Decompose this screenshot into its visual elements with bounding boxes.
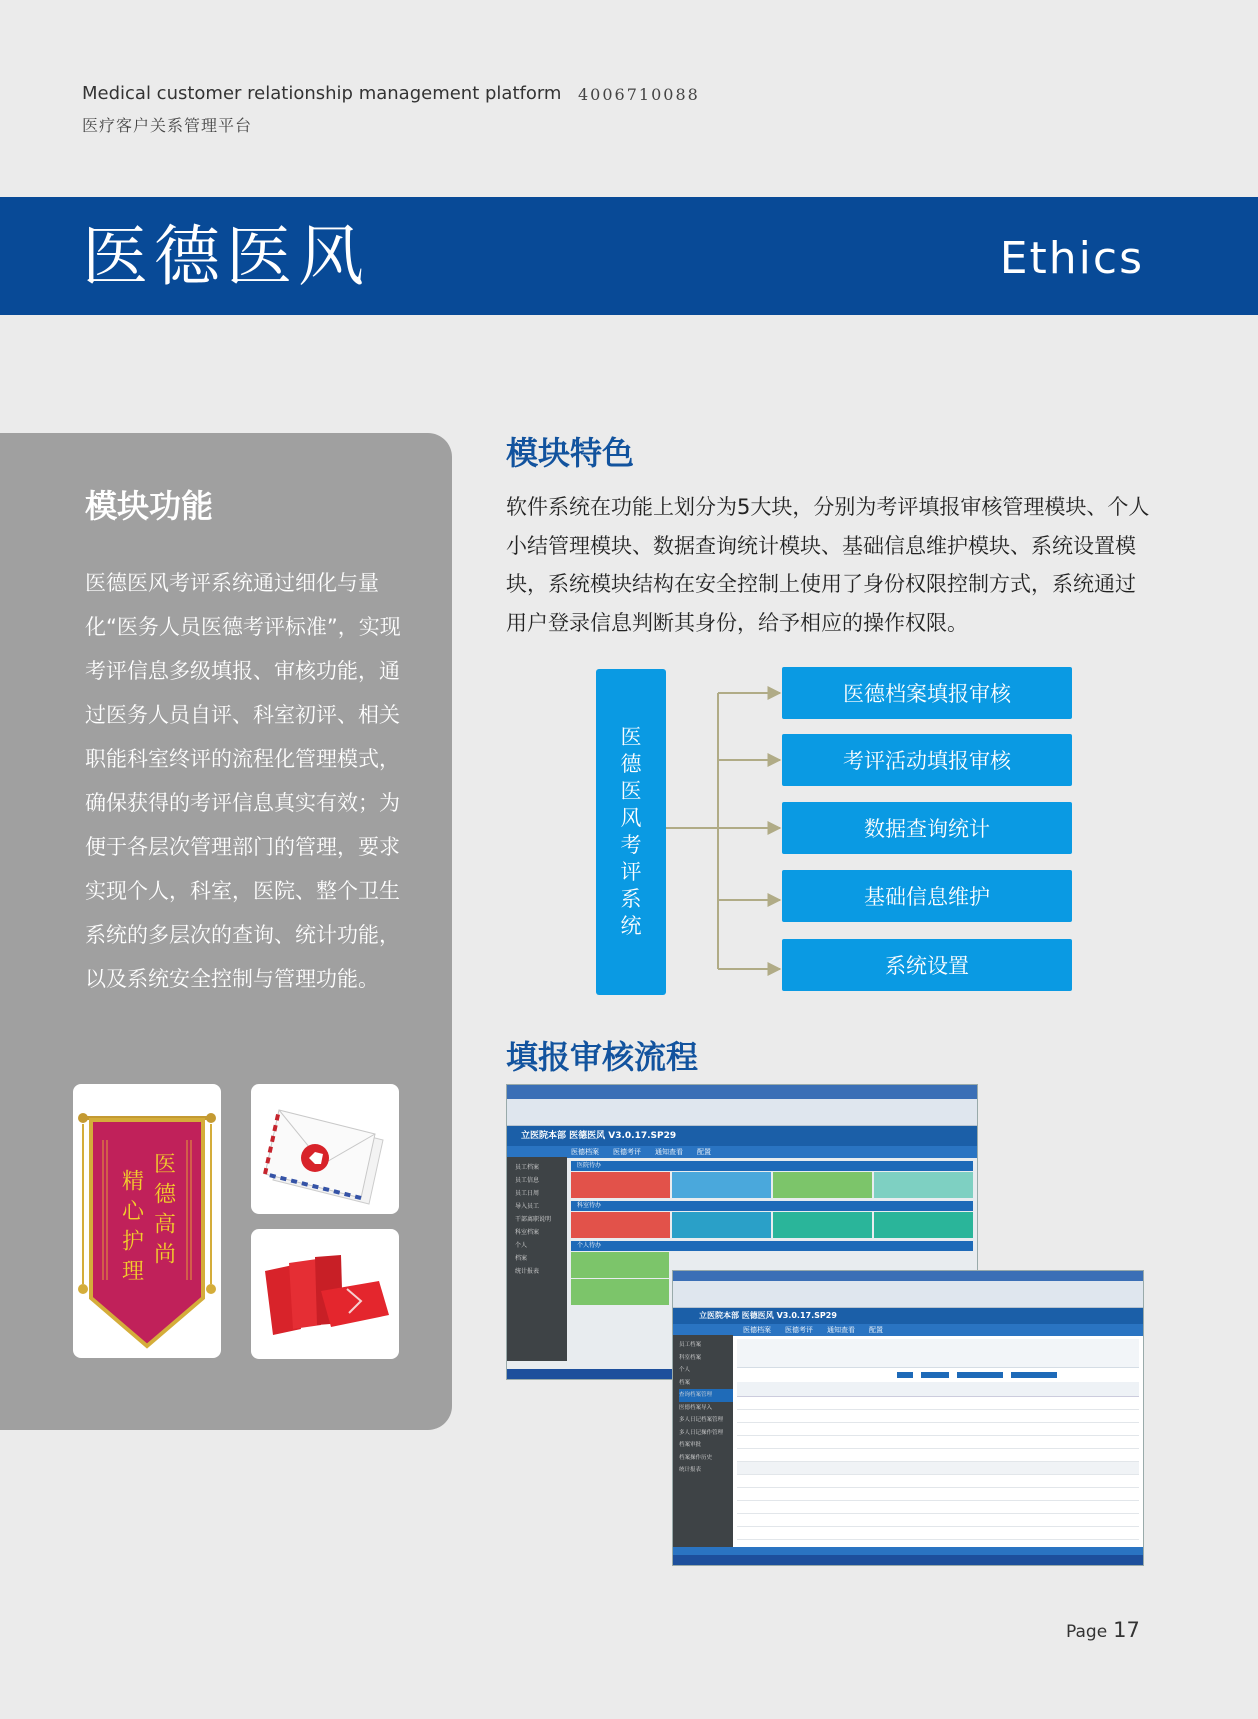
panel-body: 医德医风考评系统通过细化与量化“医务人员医德考评标准”，实现考评信息多级填报、审核功能，通过医务人员自评、科室初评、相关职能科室终评的流程化管理模式，确保获得的考评信息真实有效；为便于各层次管理部门的管理，要求实现个人，科室，医院、整个卫生系统的多层次的查询、统计功能，以及系统安全控制与管理功能。 [85,571,401,991]
sidebar-item[interactable]: 多人日记档案管理 [679,1417,724,1423]
root-char: 风 [620,806,642,830]
sidebar-item[interactable]: 干部离职说明 [515,1216,552,1223]
nav-item[interactable]: 配置 [697,1148,711,1156]
page-number [1066,1618,1140,1642]
sidebar-item[interactable]: 员工日周 [515,1190,540,1197]
sidebar-item[interactable]: 查询档案管理 [679,1389,733,1402]
browser-titlebar [507,1085,977,1099]
nav-item[interactable]: 通知查看 [655,1148,683,1156]
panel-title: 模块功能 [85,487,214,525]
pennant-image [73,1084,221,1358]
app-nav [507,1146,977,1158]
pennant-column-left: 精心护理 [118,1169,144,1289]
section-header: 医院待办 [571,1161,973,1171]
section-header: 科室待办 [571,1201,973,1211]
sidebar [673,1335,733,1553]
root-char: 医 [620,779,642,803]
module-function-panel [0,433,452,1430]
sidebar-item[interactable]: 导入员工 [515,1203,540,1210]
sidebar-item[interactable]: 统计报表 [515,1268,540,1275]
sidebar-item[interactable]: 档案操作历史 [679,1454,713,1461]
archive-table [737,1339,1139,1540]
app-title: 立医院本部 医德医风 V3.0.17.SP29 [507,1126,977,1146]
sidebar-item[interactable]: 员工档案 [515,1164,540,1171]
sidebar-item[interactable]: 科室档案 [515,1229,540,1236]
root-char: 德 [620,752,642,776]
page-label: Page [1066,1622,1108,1642]
nav-item[interactable]: 医德档案 [743,1326,771,1334]
flow-title: 填报审核流程 [506,1038,699,1076]
root-char: 评 [620,860,642,884]
sidebar-item[interactable]: 个人 [679,1367,691,1373]
sidebar-item[interactable]: 科室档案 [679,1354,702,1361]
platform-chinese-title: 医疗客户关系管理平台 [82,116,253,135]
sidebar [507,1157,567,1361]
root-char: 考 [620,833,642,857]
nav-item[interactable]: 医德档案 [571,1148,599,1156]
sidebar-item[interactable]: 档案 [679,1379,691,1386]
sidebar-item[interactable]: 个人 [515,1242,528,1249]
sidebar-item[interactable]: 员工信息 [515,1177,540,1184]
red-envelope-image [251,1229,399,1359]
banner-title-en: Ethics [999,233,1144,284]
pennant-column-right: 医德高尚 [150,1152,176,1272]
nav-item[interactable]: 配置 [869,1326,883,1334]
diagram-root-box [596,669,666,995]
features-title: 模块特色 [506,434,635,472]
sidebar-item[interactable]: 档案 [515,1255,528,1262]
leaf-archive-review: 医德档案填报审核 [782,667,1072,719]
nav-item[interactable]: 通知查看 [827,1326,855,1334]
leaf-basic-info: 基础信息维护 [782,870,1072,922]
sidebar-item[interactable]: 统计报表 [679,1467,702,1473]
nav-item[interactable]: 医德考评 [613,1148,641,1156]
nav-item[interactable]: 医德考评 [785,1326,813,1334]
root-char: 系 [620,887,642,911]
title-banner [0,197,1258,315]
leaf-activity-review: 考评活动填报审核 [782,734,1072,786]
taskbar [673,1555,1143,1565]
platform-english-title: Medical customer relationship management platform [82,83,562,104]
phone-number: 4006710088 [578,85,700,104]
sidebar-item[interactable]: 档案审批 [679,1442,702,1448]
sidebar-item[interactable]: 医德档案导入 [679,1404,713,1411]
banner-title-cn: 医德医风 [82,218,370,295]
features-body: 软件系统在功能上划分为5大块，分别为考评填报审核管理模块、个人小结管理模块、数据查询统计模块、基础信息维护模块、系统设置模块，系统模块结构在安全控制上使用了身份权限控制方式，系统通过用户登录信息判断其身份，给予相应的操作权限。 [506,495,1150,635]
module-structure-diagram [590,665,1080,1000]
envelope-image [251,1084,399,1214]
browser-toolbar [507,1099,977,1126]
leaf-data-query: 数据查询统计 [782,802,1072,854]
section-header: 个人待办 [571,1241,973,1251]
leaf-system-settings: 系统设置 [782,939,1072,991]
app-title: 立医院本部 医德医风 V3.0.17.SP29 [673,1308,1143,1324]
sidebar-item[interactable]: 多人日记操作管理 [679,1429,724,1436]
root-char: 统 [620,914,642,938]
page-number-value: 17 [1113,1618,1140,1642]
screenshot-archive-list [672,1270,1144,1566]
root-char: 医 [620,725,642,749]
sidebar-item[interactable]: 员工档案 [679,1342,702,1348]
